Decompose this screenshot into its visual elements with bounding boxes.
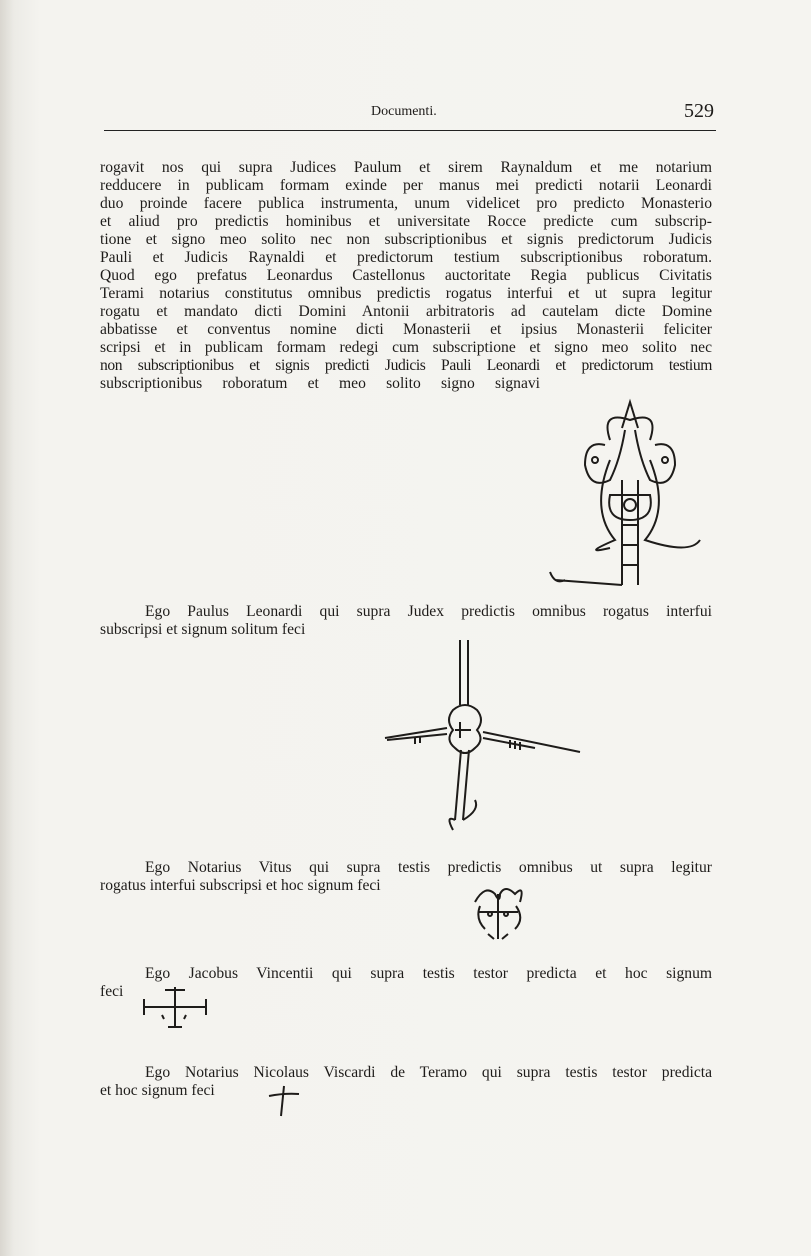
text-line: Quod ego prefatus Leonardus Castellonus auctoritate Regia publicus Civitatis xyxy=(100,267,712,284)
text-line: non subscriptionibus et signis predicti Judicis Pauli Leonardi et predictorum testium xyxy=(100,357,712,374)
text-line: Terami notarius constitutus omnibus predictis rogatus interfui et ut supra legitur xyxy=(100,285,712,302)
text-line: et aliud pro predictis hominibus et universitate Rocce predicte cum subscrip- xyxy=(100,213,712,230)
subscription-line: Ego Paulus Leonardi qui supra Judex predictis omnibus rogatus interfui xyxy=(145,603,712,620)
text-line: abbatisse et conventus nomine dicti Monasterii et ipsius Monasterii feliciter xyxy=(100,321,712,338)
judge-signum-icon xyxy=(385,640,585,835)
witness-jacobus-signum-icon xyxy=(140,985,210,1030)
text-line: subscriptionibus roboratum et meo solito signo signavi xyxy=(100,375,540,392)
notary-signum-icon xyxy=(550,400,720,590)
subscription-line: subscripsi et signum solitum feci xyxy=(100,621,306,638)
page-number: 529 xyxy=(684,100,714,122)
subscription-line: Ego Jacobus Vincentii qui supra testis testor predicta et hoc signum xyxy=(145,965,712,982)
subscription-line: Ego Notarius Nicolaus Viscardi de Teramo qui supra testis testor predicta xyxy=(145,1064,712,1081)
header-rule xyxy=(104,130,716,131)
subscription-line: Ego Notarius Vitus qui supra testis predictis omnibus ut supra legitur xyxy=(145,859,712,876)
running-header: Documenti. xyxy=(371,104,437,119)
text-line: duo proinde facere publica instrumenta, unum videlicet pro predicto Monasterio xyxy=(100,195,712,212)
text-line: tione et signo meo solito nec non subscriptionibus et signis predictorum Judicis xyxy=(100,231,712,248)
text-line: redducere in publicam formam exinde per manus mei predicti notarii Leonardi xyxy=(100,177,712,194)
text-line: rogatu et mandato dicti Domini Antonii arbitratoris ad cautelam dicte Domine xyxy=(100,303,712,320)
witness-vitus-signum-icon xyxy=(470,884,530,942)
text-line: rogavit nos qui supra Judices Paulum et sirem Raynaldum et me notarium xyxy=(100,159,712,176)
subscription-line: et hoc signum feci xyxy=(100,1082,215,1099)
text-line: scripsi et in publicam formam redegi cum subscriptione et signo meo solito nec xyxy=(100,339,712,356)
subscription-line: rogatus interfui subscripsi et hoc signum feci xyxy=(100,877,381,894)
text-line: Pauli et Judicis Raynaldi et predictorum testium subscriptionibus roboratum. xyxy=(100,249,712,266)
witness-nicolaus-signum-icon xyxy=(266,1084,302,1118)
subscription-line: feci xyxy=(100,983,124,1000)
